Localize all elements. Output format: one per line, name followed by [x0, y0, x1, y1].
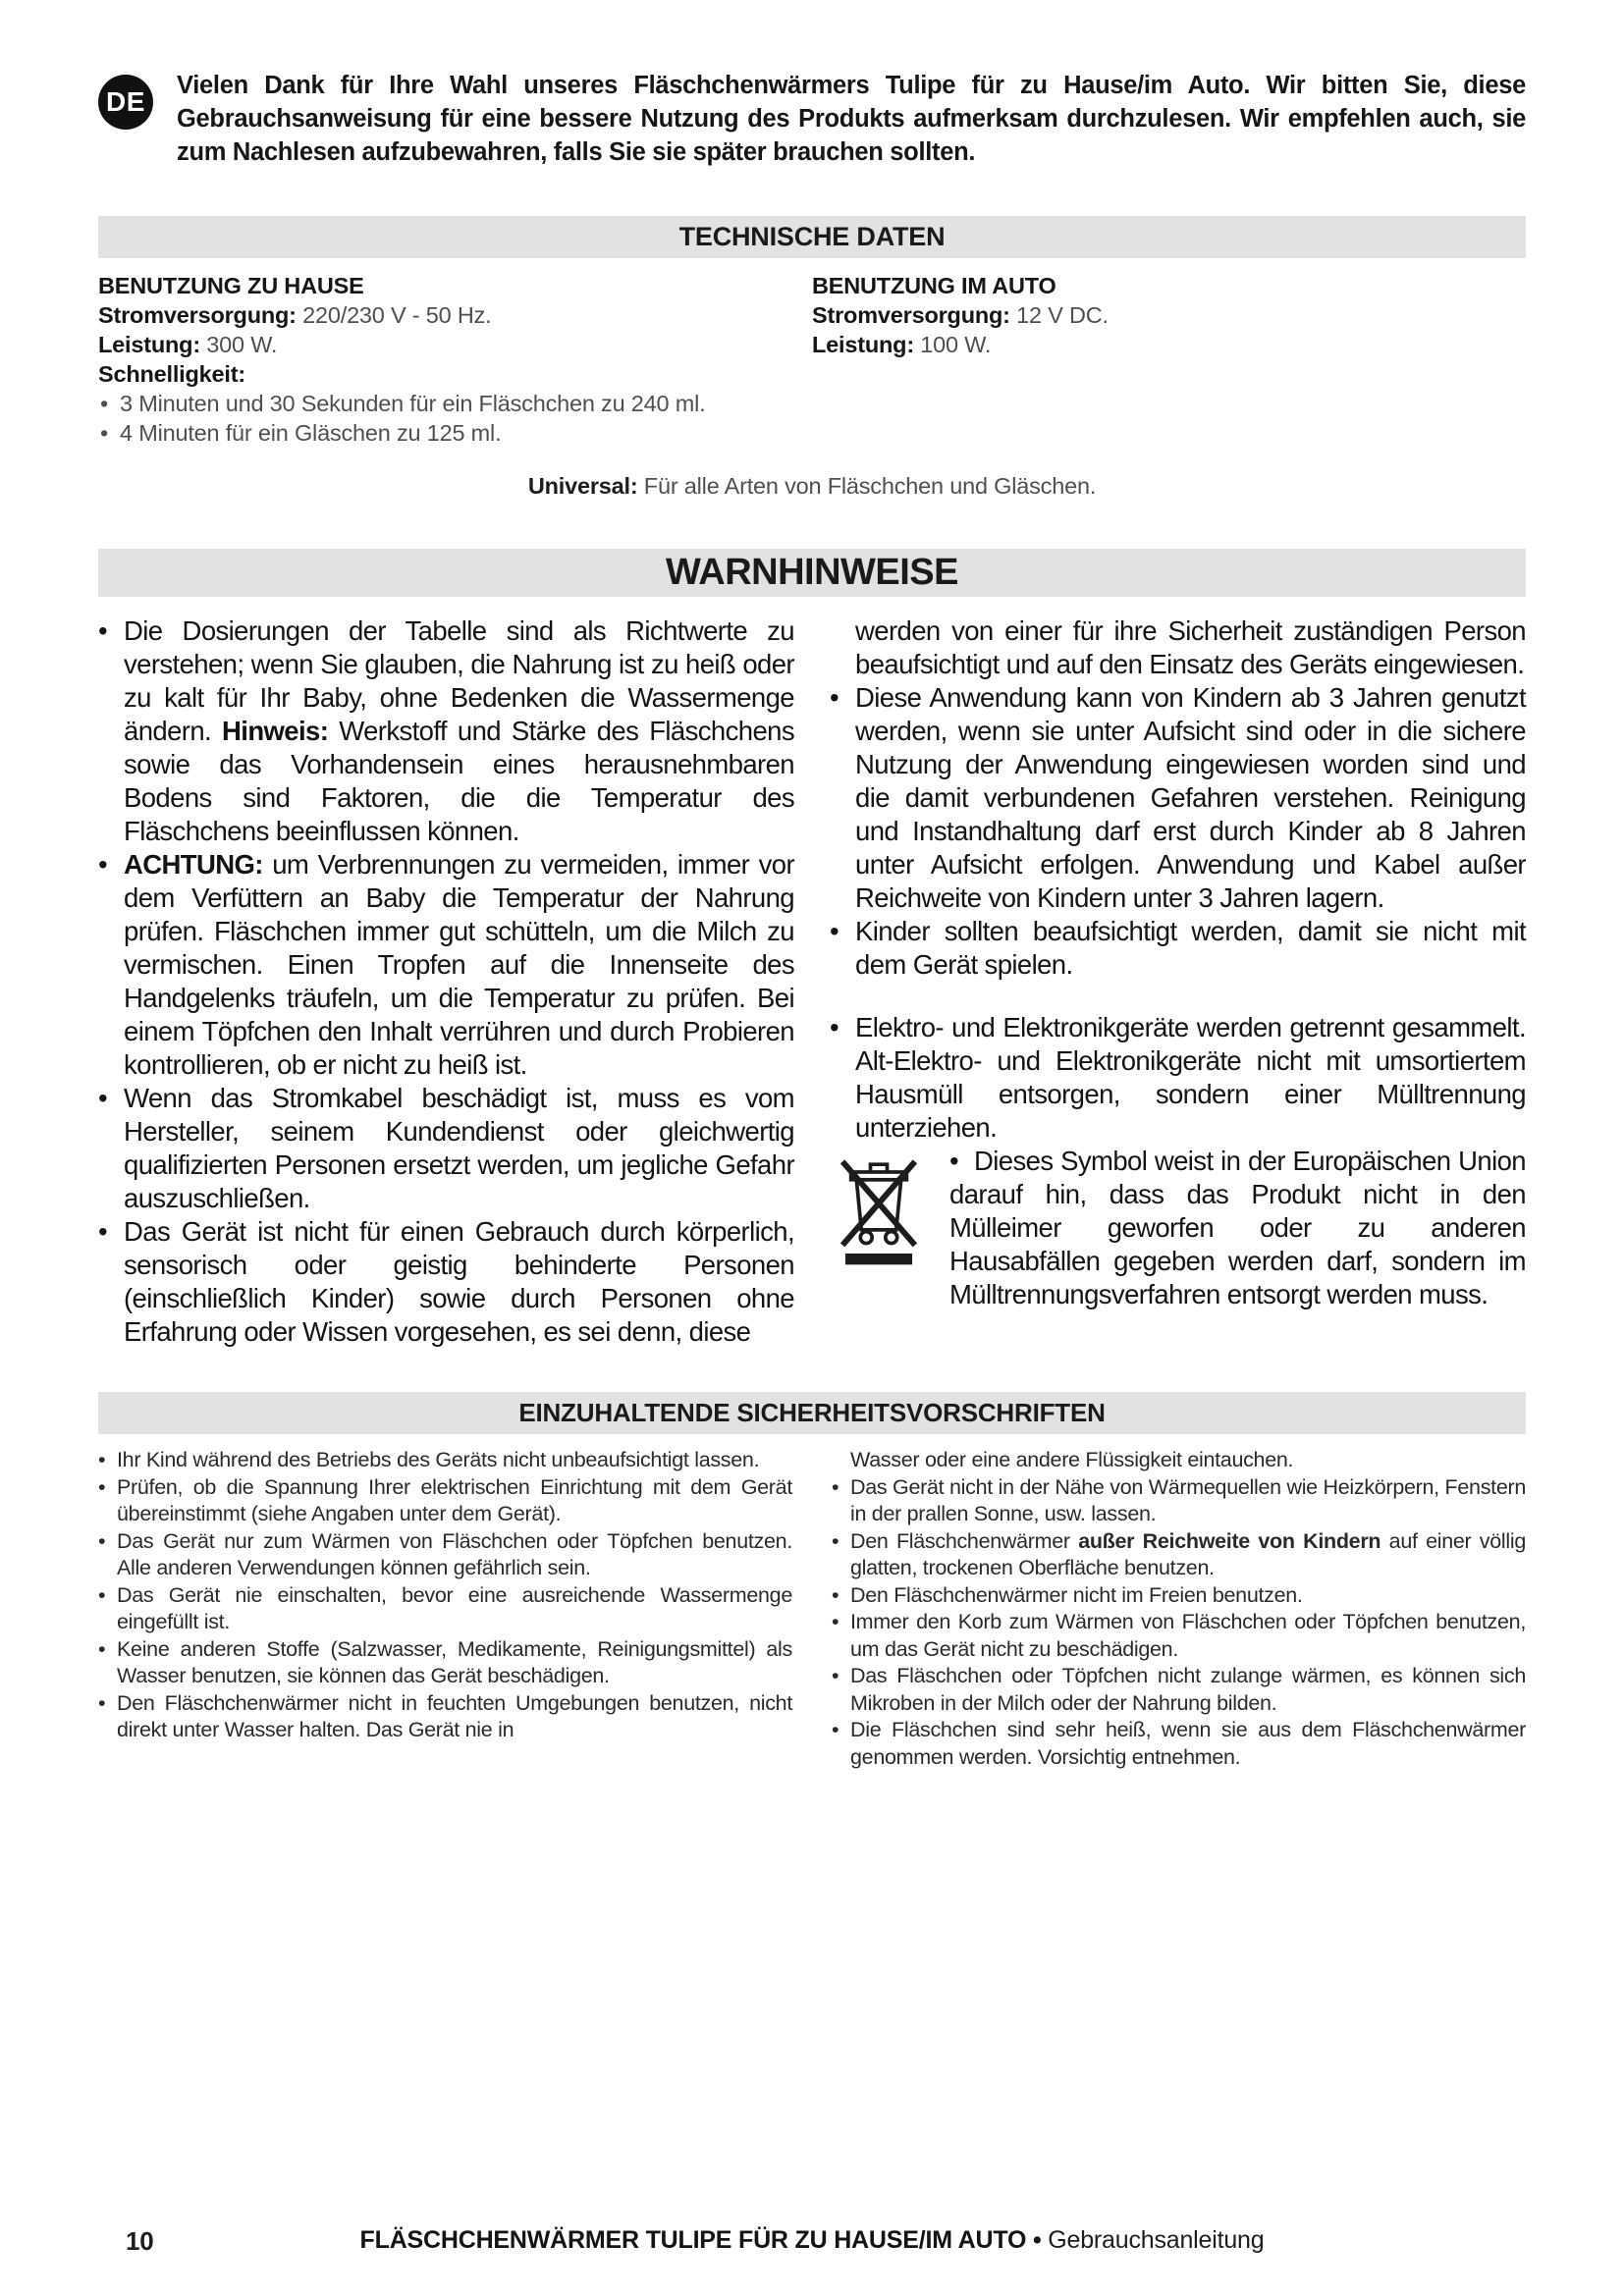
bullet: • [98, 1690, 106, 1715]
text-segment: Elektro- und Elektronikgeräte werden getrennt gesammelt. Alt-Elektro- und Elektronikgeräte nicht mit umsortiertem Hausmüll entsorgen, sondern einer Mülltrennung unterziehen. [855, 1012, 1526, 1143]
list-item [98, 614, 794, 848]
text-segment: Das Fläschchen oder Töpfchen nicht zulange wärmen, es können sich Mikroben in der Milch oder der Nahrung bilden. [850, 1664, 1526, 1715]
list-item [832, 1609, 1526, 1663]
text-segment: Keine anderen Stoffe (Salzwasser, Medikamente, Reinigungsmittel) als Wasser benutzen, sie können das Gerät beschädigen. [117, 1636, 792, 1687]
bullet: • [832, 1718, 839, 1741]
text-segment: Das Gerät nie einschalten, bevor eine ausreichende Wassermenge eingefüllt ist. [117, 1582, 792, 1633]
bullet: • [98, 1474, 106, 1499]
page-footer [98, 2207, 1526, 2255]
text-segment: Die Dosierungen der Tabelle sind als Richtwerte zu verstehen; wenn Sie glauben, die Nahrung ist zu heiß oder zu kalt für Ihr Baby, ohne Bedenken die Wassermenge ändern. [124, 615, 794, 746]
tech-car-title: BENUTZUNG IM AUTO [812, 273, 1056, 298]
intro-paragraph: Vielen Dank für Ihre Wahl unseres Fläschchenwärmers Tulipe für zu Hause/im Auto. Wir bitten Sie, diese Gebrauchsanweisung für eine bessere Nutzung des Produkts aufmerksam durchzulesen. Wir empfehlen auch, sie zum Nachlesen aufzubewahren, falls Sie sie später brauchen sollten. [177, 72, 1526, 166]
text-segment: Das Gerät ist nicht für einen Gebrauch durch körperlich, sensorisch oder geistig behinderte Personen (einschließlich Kinder) sowie durch Personen ohne Erfahrung oder Wissen vorgesehen, es sei denn, diese [124, 1216, 794, 1347]
intro-section [98, 69, 1526, 169]
bullet: • [98, 1528, 106, 1553]
bullet: • [98, 1216, 108, 1247]
bullet: • [98, 1448, 106, 1471]
tech-car-column [812, 271, 1526, 448]
bullet: • [98, 849, 108, 880]
bullet: • [100, 391, 109, 416]
text-segment: außer Reichweite von Kindern [1078, 1528, 1381, 1553]
text-segment: Hinweis: [222, 716, 329, 746]
text-segment: Dieses Symbol weist in der Europäischen Union darauf hin, dass das Produkt nicht in den Mülleimer geworfen oder zu anderen Hausabfällen gegeben werden darf, sondern im Mülltrennungsverfahren entsorgt werden muss. [949, 1146, 1526, 1309]
tech-row-power-supply: Stromversorgung: 12 V DC. [812, 302, 1109, 328]
text-segment: ACHTUNG: [124, 849, 263, 880]
text-segment: um Verbrennungen zu vermeiden, immer vor dem Verfüttern an Baby die Temperatur der Nahrung prüfen. Fläschchen immer gut schütteln, um die Milch zu vermischen. Einen Tropfen auf die Innenseite des Handgelenks träufeln, um die Temperatur zu prüfen. Bei einem Töpfchen den Inhalt verrühren und durch Probieren kontrollieren, ob er nicht zu heiß ist. [124, 849, 794, 1080]
list-item [832, 1663, 1526, 1717]
universal-note: Universal: Für alle Arten von Fläschchen und Gläschen. [527, 473, 1097, 499]
bullet: • [98, 615, 108, 646]
text-segment: Das Gerät nicht in der Nähe von Wärmequellen wie Heizkörpern, Fenstern in der prallen Sonne, usw. lassen. [850, 1474, 1526, 1525]
tech-home-column [98, 271, 812, 448]
list-item [98, 1447, 792, 1474]
bullet: • [830, 682, 839, 713]
bullet: • [98, 1582, 106, 1607]
text-segment: auf einer völlig glatten, trockenen Oberfläche benutzen. [850, 1528, 1526, 1579]
list-item [832, 1447, 1526, 1474]
bullet: • [949, 1146, 959, 1176]
text-segment: Die Fläschchen sind sehr heiß, wenn sie aus dem Fläschchenwärmer genommen werden. Vorsichtig entnehmen. [850, 1718, 1526, 1769]
bullet: • [100, 420, 109, 446]
warnings-left-column [98, 614, 794, 1349]
list-item [830, 614, 1526, 681]
tech-home-bullet-list [98, 389, 812, 448]
list-item [832, 1582, 1526, 1610]
tech-row-wattage: Leistung: 100 W. [812, 332, 992, 357]
list-item [98, 1082, 794, 1215]
text-segment: Das Gerät nur zum Wärmen von Fläschchen oder Töpfchen benutzen. Alle anderen Verwendungen können gefährlich sein. [117, 1528, 792, 1579]
list-item [830, 1145, 1526, 1311]
list-item [98, 1636, 792, 1690]
warnings-right-column [830, 614, 1526, 1349]
text-segment: Kinder sollten beaufsichtigt werden, damit sie nicht mit dem Gerät spielen. [855, 916, 1526, 980]
text-segment: 3 Minuten und 30 Sekunden für ein Fläschchen zu 240 ml. [120, 391, 706, 416]
text-segment: Wenn das Stromkabel beschädigt ist, muss es vom Hersteller, seinem Kundendienst oder gleichwertig qualifizierten Personen ersetzt werden, um jegliche Gefahr auszuschließen. [124, 1083, 794, 1213]
list-item [98, 418, 812, 448]
section-header-sicherheitsvorschriften: EINZUHALTENDE SICHERHEITSVORSCHRIFTEN [98, 1392, 1526, 1434]
list-item [832, 1528, 1526, 1582]
list-item [832, 1717, 1526, 1771]
list-item [98, 1215, 794, 1349]
text-segment: Den Fläschchenwärmer [850, 1528, 1079, 1553]
text-segment: Immer den Korb zum Wärmen von Fläschchen oder Töpfchen benutzen, um das Gerät nicht zu beschädigen. [850, 1610, 1526, 1661]
page-number: 10 [126, 2226, 154, 2256]
footer-title: FLÄSCHCHENWÄRMER TULIPE FÜR ZU HAUSE/IM AUTO • Gebrauchsanleitung [359, 2226, 1265, 2254]
language-badge: DE [98, 75, 153, 130]
tech-data-columns [98, 271, 1526, 448]
list-item [832, 1474, 1526, 1528]
tech-row-power-supply: Stromversorgung: 220/230 V - 50 Hz. [98, 302, 492, 328]
text-segment: Ihr Kind während des Betriebs des Geräts nicht unbeaufsichtigt lassen. [117, 1448, 760, 1471]
list-item [98, 1474, 792, 1528]
list-item [98, 1528, 792, 1582]
tech-home-title: BENUTZUNG ZU HAUSE [98, 273, 364, 298]
section-header-warnhinweise: WARNHINWEISE [98, 549, 1526, 597]
bullet: • [832, 1664, 839, 1687]
list-item [830, 681, 1526, 915]
text-segment: Prüfen, ob die Spannung Ihrer elektrischen Einrichtung mit dem Gerät übereinstimmt (siehe Angaben unter dem Gerät). [117, 1474, 792, 1525]
bullet: • [830, 1012, 839, 1042]
safety-columns [98, 1447, 1526, 1771]
tech-row-wattage: Leistung: 300 W. [98, 332, 278, 357]
list-item [830, 915, 1526, 982]
warnings-columns [98, 614, 1526, 1349]
text-segment: 4 Minuten für ein Gläschen zu 125 ml. [120, 420, 502, 446]
section-header-technische-daten: TECHNISCHE DATEN [98, 216, 1526, 258]
text-segment: Den Fläschchenwärmer nicht im Freien benutzen. [850, 1582, 1303, 1607]
bullet: • [98, 1083, 108, 1113]
text-segment: Den Fläschchenwärmer nicht in feuchten Umgebungen benutzen, nicht direkt unter Wasser halten. Das Gerät nie in [117, 1690, 792, 1741]
bullet: • [832, 1474, 839, 1499]
text-segment: werden von einer für ihre Sicherheit zuständigen Person beaufsichtigt und auf den Einsatz des Geräts eingewiesen. [855, 615, 1526, 679]
safety-right-column [832, 1447, 1526, 1771]
list-item [830, 1011, 1526, 1145]
bullet: • [832, 1610, 839, 1633]
bullet: • [830, 916, 839, 946]
weee-crossed-bin-icon [834, 1150, 924, 1278]
bullet: • [832, 1528, 839, 1553]
list-item [98, 389, 812, 418]
text-segment: Diese Anwendung kann von Kindern ab 3 Jahren genutzt werden, wenn sie unter Aufsicht sind oder in die sichere Nutzung der Anwendung eingewiesen worden sind und die damit verbundenen Gefahren verstehen. Reinigung und Instandhaltung darf erst durch Kinder ab 8 Jahren unter Aufsicht erfolgen. Anwendung und Kabel außer Reichweite von Kindern unter 3 Jahren lagern. [855, 682, 1526, 913]
list-item [98, 1582, 792, 1636]
text-segment: Wasser oder eine andere Flüssigkeit eintauchen. [850, 1448, 1294, 1471]
bullet: • [98, 1636, 106, 1661]
bullet: • [832, 1582, 839, 1607]
list-item [98, 848, 794, 1082]
text-segment: Werkstoff und Stärke des Fläschchens sowie das Vorhandensein eines herausnehmbaren Bodens sind Faktoren, die die Temperatur des Fläschchens beeinflussen können. [124, 716, 794, 846]
tech-row-speed: Schnelligkeit: [98, 361, 245, 387]
list-item [98, 1690, 792, 1744]
safety-left-column [98, 1447, 792, 1771]
